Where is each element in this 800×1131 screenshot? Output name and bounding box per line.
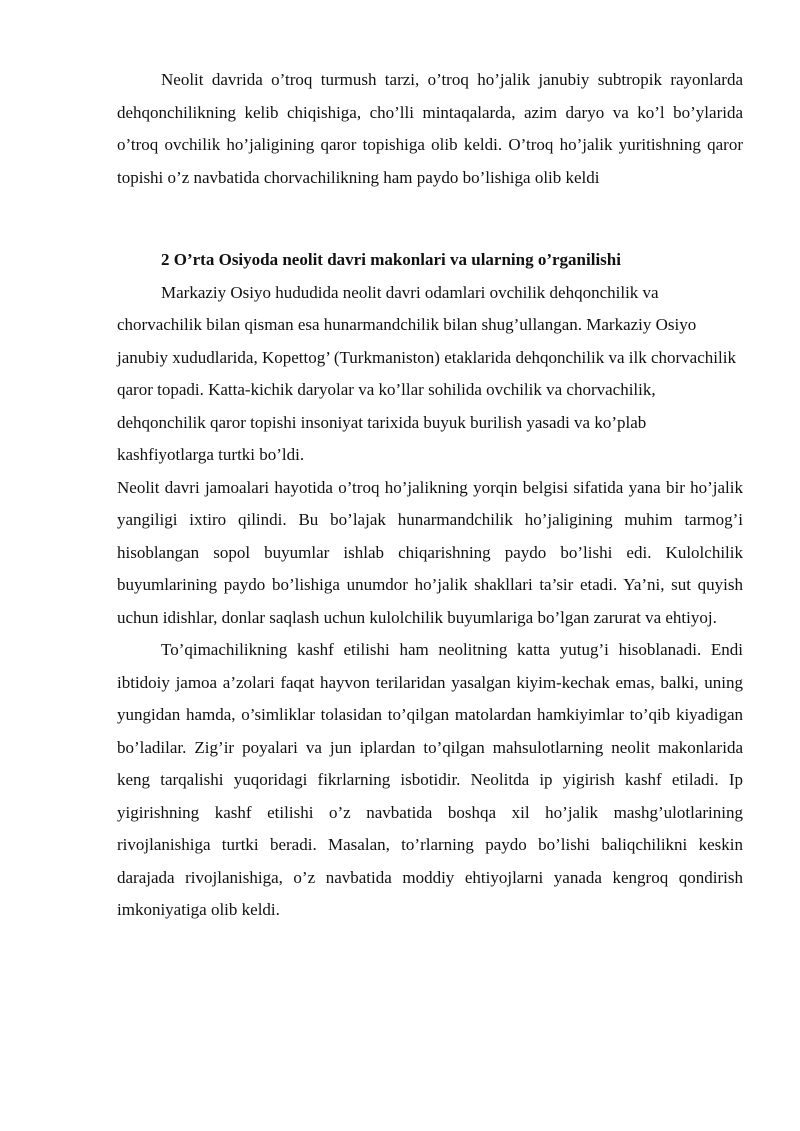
section-spacer: [117, 194, 743, 244]
paragraph-intro: Neolit davrida o’troq turmush tarzi, o’troq ho’jalik janubiy subtropik rayonlarda dehqonchilikning kelib chiqishiga, cho’lli mintaqalarda, azim daryo va ko’l bo’ylarida o’troq ovchilik ho’jaligining qaror topishiga olib keldi. O’troq ho’jalik yuritishning qaror topishi o’z navbatida chorvachilikning ham paydo bo’lishiga olib keldi: [117, 70, 743, 187]
paragraph-activities: Markaziy Osiyo hududida neolit davri odamlari ovchilik dehqonchilik va chorvachilik bilan qisman esa hunarmandchilik bilan shug’ullangan. Markaziy Osiyo janubiy xududlarida, Kopettog’ (Turkmaniston) etaklarida dehqonchilik va ilk chorvachilik qaror topadi. Katta-kichik daryolar va ko’llar sohilida ovchilik va chorvachilik, dehqonchilik qaror topishi insoniyat tarixida buyuk burilish yasadi va ko’plab kashfiyotlarga turtki bo’ldi.: [117, 282, 736, 464]
paragraph-weaving: To’qimachilikning kashf etilishi ham neolitning katta yutug’i hisoblanadi. Endi ibtidoiy jamoa a’zolari faqat hayvon terilaridan yasalgan kiyim-kechak emas, balki, uning yungidan hamda, o’simliklar tolasidan to’qilgan matolardan hamkiyimlar to’qib kiyadigan bo’ladilar. Zig’ir poyalari va jun iplardan to’qilgan mahsulotlarning neolit makonlarida keng tarqalishi yuqoridagi fikrlarning isbotidir. Neolitda ip yigirish kashf etiladi. Ip yigirishning kashf etilishi o’z navbatida boshqa xil ho’jalik mashg’ulotlarining rivojlanishiga turtki beradi. Masalan, to’rlarning paydo bo’lishi baliqchilikni keskin darajada rivojlanishiga, o’z navbatida moddiy ehtiyojlarni yanada kengroq qondirish imkoniyatiga olib keldi.: [117, 640, 743, 919]
paragraph-pottery: Neolit davri jamoalari hayotida o’troq ho’jalikning yorqin belgisi sifatida yana bir ho’jalik yangiligi ixtiro qilindi. Bu bo’lajak hunarmandchilik ho’jaligining muhim tarmog’i hisoblangan sopol buyumlar ishlab chiqarishning paydo bo’lishi edi. Kulolchilik buyumlarining paydo bo’lishiga unumdor ho’jalik shakllari ta’sir etadi. Ya’ni, sut quyish uchun idishlar, donlar saqlash uchun kulolchilik buyumlariga bo’lgan zarurat va ehtiyoj.: [117, 477, 743, 627]
document-page: [117, 64, 743, 927]
section-heading: 2 O’rta Osiyoda neolit davri makonlari va ularning o’rganilishi: [161, 250, 621, 269]
